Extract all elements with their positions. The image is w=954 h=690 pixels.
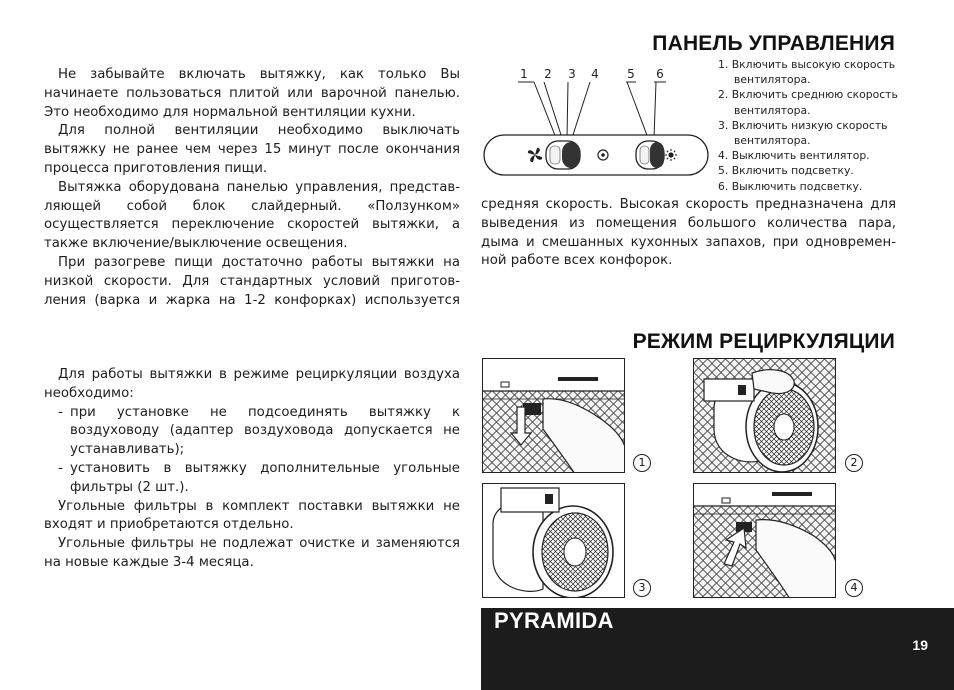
dash-bullet: - xyxy=(58,404,63,420)
panel-label-1: 1 xyxy=(520,67,528,81)
legend-item: 3. Включить низкую скорость вентилятора. xyxy=(718,118,888,148)
panel-label-5: 5 xyxy=(627,67,635,81)
step-4-image xyxy=(693,483,836,598)
step-1-image xyxy=(482,358,625,473)
paragraph: Угольные фильтры в комплект поставки вытяжки не входят и приобретаются отдельно. xyxy=(44,498,460,533)
legend-item: 2. Включить среднюю скорость вентилятора. xyxy=(718,88,898,117)
list-item: - установить в вытяжку дополнительные угольные фильтры (2 шт.). xyxy=(44,460,460,498)
legend-item: 4. Выключить вентилятор. xyxy=(718,149,870,163)
figure-number-2: 2 xyxy=(845,454,863,472)
control-panel-heading: ПАНЕЛЬ УПРАВЛЕНИЯ xyxy=(652,32,895,55)
recirculation-heading: РЕЖИМ РЕЦИРКУЛЯЦИИ xyxy=(632,330,895,353)
page-number: 19 xyxy=(912,637,928,653)
list-item: - при установке не подсоединять вытяжку к воздуховоду (адаптер воздуховода допускается не устанавливать); xyxy=(44,404,460,460)
paragraph: Не забывайте включать вытяжку, как только Вы начинаете пользоваться плитой или варочной панелью. Это необходимо для нормальной вентиляции кухни. xyxy=(44,67,460,120)
paragraph: Вытяжка оборудована панелью управления, представляющей собой блок слайдерный. «Ползунком» осуществляется переключение скоростей вытяжки, а также включение/выключение освещения. xyxy=(44,179,460,252)
page-footer xyxy=(481,608,954,690)
paragraph: Угольные фильтры не подлежат очистке и заменяются на новые каждые 3-4 месяца. xyxy=(44,536,460,570)
paragraph: Для работы вытяжки в режиме рециркуляции воздуха необходимо: xyxy=(44,367,460,401)
legend-item: 5. Включить подсветку. xyxy=(718,164,854,178)
panel-label-4: 4 xyxy=(591,67,599,81)
panel-label-6: 6 xyxy=(656,67,664,81)
fan-speed-slider[interactable] xyxy=(546,141,580,169)
paragraph: При разогреве пищи достаточно работы вытяжки на низкой скорости. Для стандартных условий приготовления (варка и жарка на 1-2 конфорках) используется xyxy=(44,254,460,308)
step-2-image xyxy=(693,358,836,473)
dash-bullet: - xyxy=(58,460,63,476)
figure-number-4: 4 xyxy=(845,579,863,597)
panel-label-2: 2 xyxy=(544,67,552,81)
figure-number-1: 1 xyxy=(633,454,651,472)
panel-label-3: 3 xyxy=(568,67,576,81)
recirculation-text-block xyxy=(44,366,460,573)
continuation-text-block xyxy=(481,196,896,271)
panel-body xyxy=(484,135,708,175)
figure-number-3: 3 xyxy=(633,579,651,597)
light-slider[interactable] xyxy=(636,141,664,169)
control-panel-diagram xyxy=(478,60,714,184)
step-3-image xyxy=(482,483,625,598)
paragraph: средняя скорость. Высокая скорость предназначена для выведения из помещения большого количества пара, дыма и смешанных кухонных запахов, при одновременной работе всех конфорок. xyxy=(481,197,896,269)
legend-item: 6. Выключить подсветку. xyxy=(718,179,863,193)
brand-logo: PYRAMIDA xyxy=(494,608,614,633)
control-panel-legend xyxy=(718,57,908,194)
legend-item: 1. Включить высокую скорость вентилятора. xyxy=(718,58,896,87)
paragraph: Для полной вентиляции необходимо выключать вытяжку не ранее чем через 15 минут после окончания процесса приготовления пищи. xyxy=(44,123,460,176)
leader-lines xyxy=(518,82,666,138)
intro-text-block xyxy=(44,66,460,310)
